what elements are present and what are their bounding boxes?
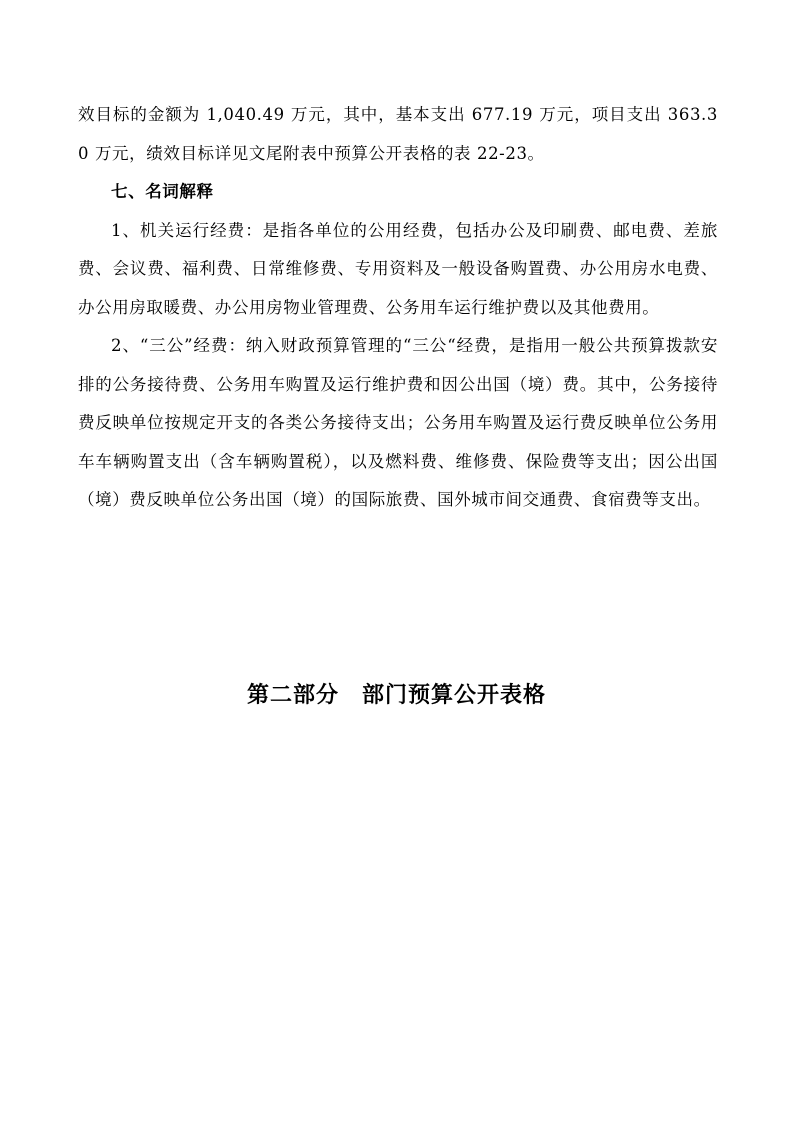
performance-target-paragraph: 效目标的金额为 1,040.49 万元，其中，基本支出 677.19 万元，项目支出 363.30 万元，绩效目标详见文尾附表中预算公开表格的表 22-23。 [78, 105, 718, 163]
glossary-item-operating-expenses: 1、机关运行经费：是指各单位的公用经费，包括办公及印刷费、邮电费、差旅费、会议费、福利费、日常维修费、专用资料及一般设备购置费、办公用房水电费、办公用房取暖费、办公用房物业管理费、公务用车运行维护费以及其他费用。 [78, 220, 718, 317]
section-heading-glossary: 七、名词解释 [111, 182, 214, 201]
part-title: 第二部分 部门预算公开表格 [246, 683, 546, 708]
document-body [78, 96, 718, 520]
glossary-item-three-public-expenses: 2、“三公”经费：纳入财政预算管理的“三公“经费，是指用一般公共预算拨款安排的公务接待费、公务用车购置及运行维护费和因公出国（境）费。其中，公务接待费反映单位按规定开支的各类公务接待支出；公务用车购置及运行费反映单位公务用车车辆购置支出（含车辆购置税），以及燃料费、维修费、保险费等支出；因公出国（境）费反映单位公务出国（境）的国际旅费、国外城市间交通费、食宿费等支出。 [78, 336, 718, 509]
